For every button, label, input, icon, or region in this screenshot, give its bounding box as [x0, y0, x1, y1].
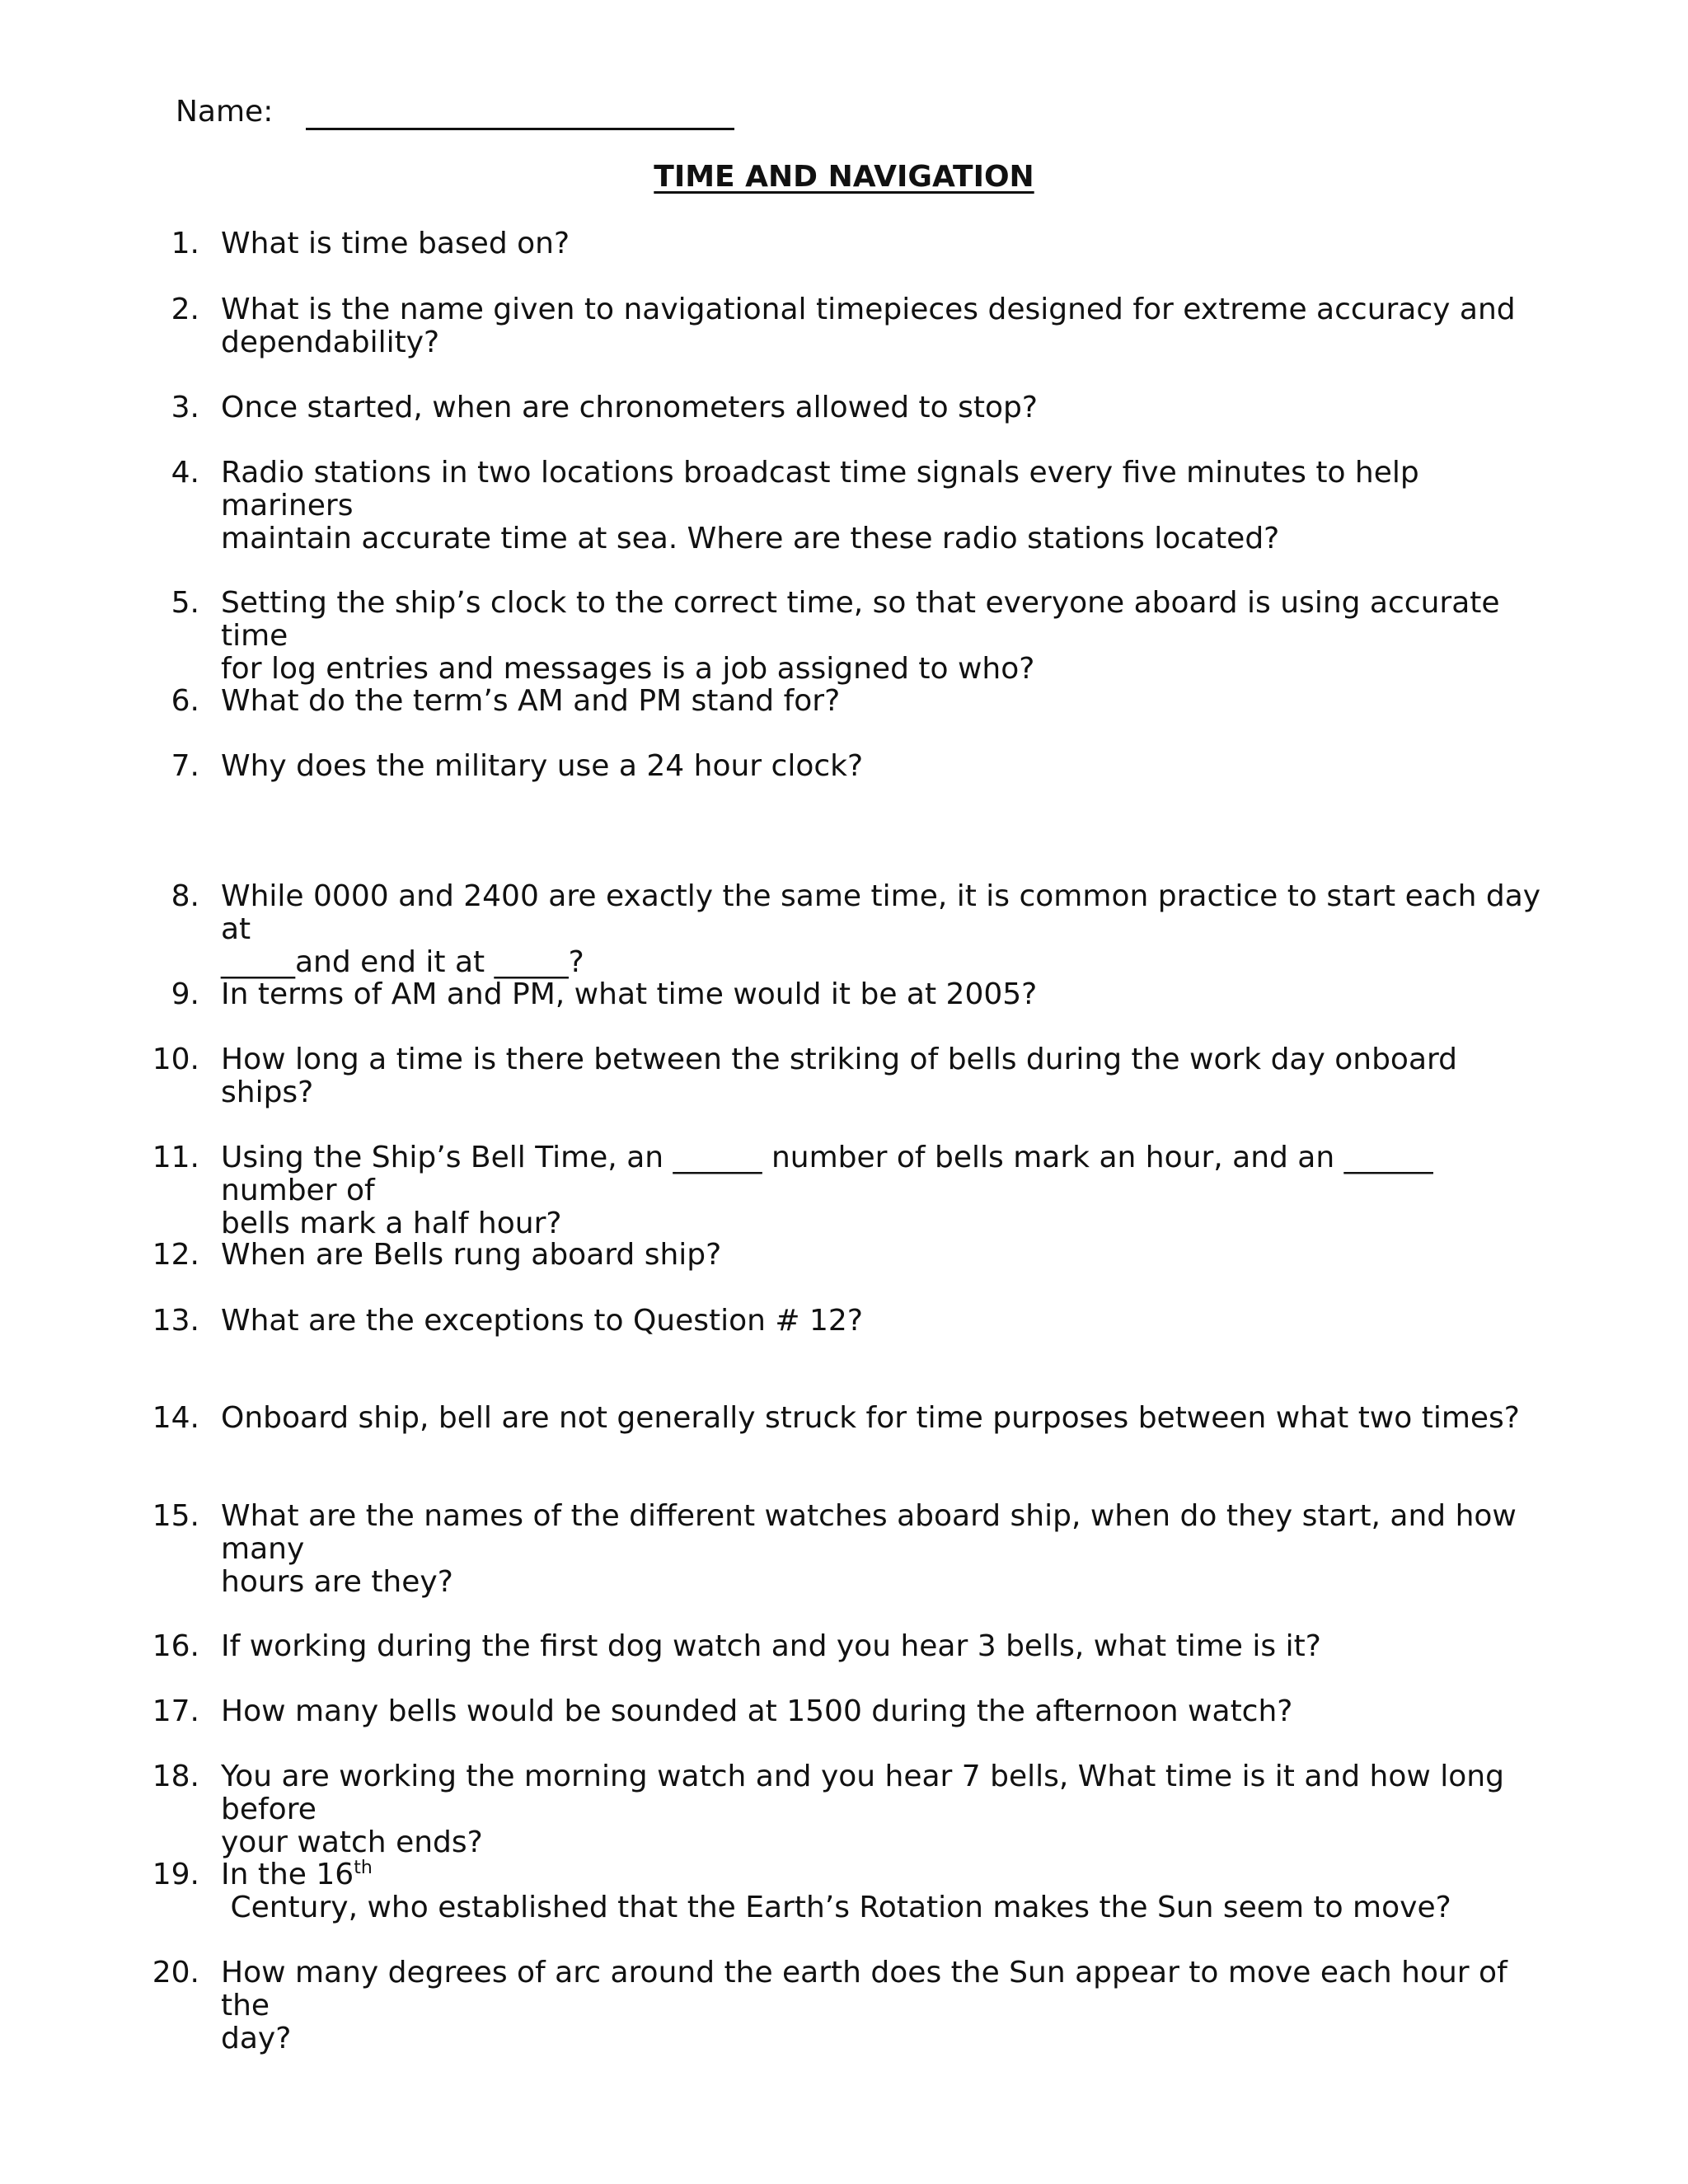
question-text: How many bells would be sounded at 1500 during the afternoon watch?	[221, 1694, 1293, 1728]
question-number: 13.	[152, 1304, 199, 1338]
name-label: Name:	[176, 95, 274, 129]
question-text: How long a time is there between the striking of bells during the work day onboard ships?	[221, 1043, 1458, 1109]
question-number: 10.	[152, 1043, 199, 1076]
question-number: 9.	[171, 977, 199, 1011]
question-number: 18.	[152, 1760, 199, 1793]
question-number: 2.	[171, 293, 199, 326]
question-number: 16.	[152, 1629, 199, 1663]
question-text: Once started, when are chronometers allowed to stop?	[221, 391, 1038, 424]
question-text: What are the names of the different watches aboard ship, when do they start, and how many hours are they?	[221, 1499, 1517, 1599]
question-number: 20.	[152, 1956, 199, 1990]
question-text: What is the name given to navigational timepieces designed for extreme accuracy and dependability?	[221, 293, 1516, 359]
superscript-th: th	[354, 1858, 373, 1878]
question-text: Setting the ship’s clock to the correct time, so that everyone aboard is using accurate time for log entries and messages is a job assigned to who?	[221, 586, 1500, 686]
question-text: You are working the morning watch and you hear 7 bells, What time is it and how long before your watch ends?	[221, 1760, 1504, 1859]
question-number: 14.	[152, 1401, 199, 1435]
question-number: 12.	[152, 1238, 199, 1272]
question-number: 15.	[152, 1499, 199, 1533]
question-text: Radio stations in two locations broadcast time signals every five minutes to help mariners maintain accurate time at sea. Where are these radio stations located?	[221, 456, 1419, 555]
name-row	[176, 94, 734, 130]
question-text: While 0000 and 2400 are exactly the same time, it is common practice to start each day at _____and end it at _____?	[221, 879, 1541, 979]
question-text: If working during the first dog watch and you hear 3 bells, what time is it?	[221, 1629, 1321, 1663]
question-text: What is time based on?	[221, 227, 570, 260]
question-number: 17.	[152, 1694, 199, 1728]
question-number: 4.	[171, 456, 199, 490]
question-text: In the 16th Century, who established that the Earth’s Rotation makes the Sun seem to move?	[221, 1858, 1451, 1924]
question-text: Why does the military use a 24 hour clock?	[221, 749, 864, 783]
question-text: When are Bells rung aboard ship?	[221, 1238, 722, 1272]
question-number: 8.	[171, 879, 199, 913]
page-title: TIME AND NAVIGATION	[654, 160, 1034, 194]
question-number: 3.	[171, 391, 199, 424]
question-number: 11.	[152, 1141, 199, 1174]
question-text: How many degrees of arc around the earth does the Sun appear to move each hour of the day?	[221, 1956, 1507, 2055]
question-text: What do the term’s AM and PM stand for?	[221, 684, 841, 718]
question-number: 5.	[171, 586, 199, 620]
question-number: 7.	[171, 749, 199, 783]
question-number: 1.	[171, 227, 199, 260]
question-text: In terms of AM and PM, what time would it be at 2005?	[221, 977, 1038, 1011]
question-text: Onboard ship, bell are not generally struck for time purposes between what two times?	[221, 1401, 1520, 1435]
question-number: 6.	[171, 684, 199, 718]
name-blank-line	[306, 95, 734, 130]
question-number: 19.	[152, 1858, 199, 1891]
question-text: Using the Ship’s Bell Time, an ______ number of bells mark an hour, and an ______ number of bells mark a half hour?	[221, 1141, 1433, 1240]
question-text: What are the exceptions to Question # 12?	[221, 1304, 863, 1338]
